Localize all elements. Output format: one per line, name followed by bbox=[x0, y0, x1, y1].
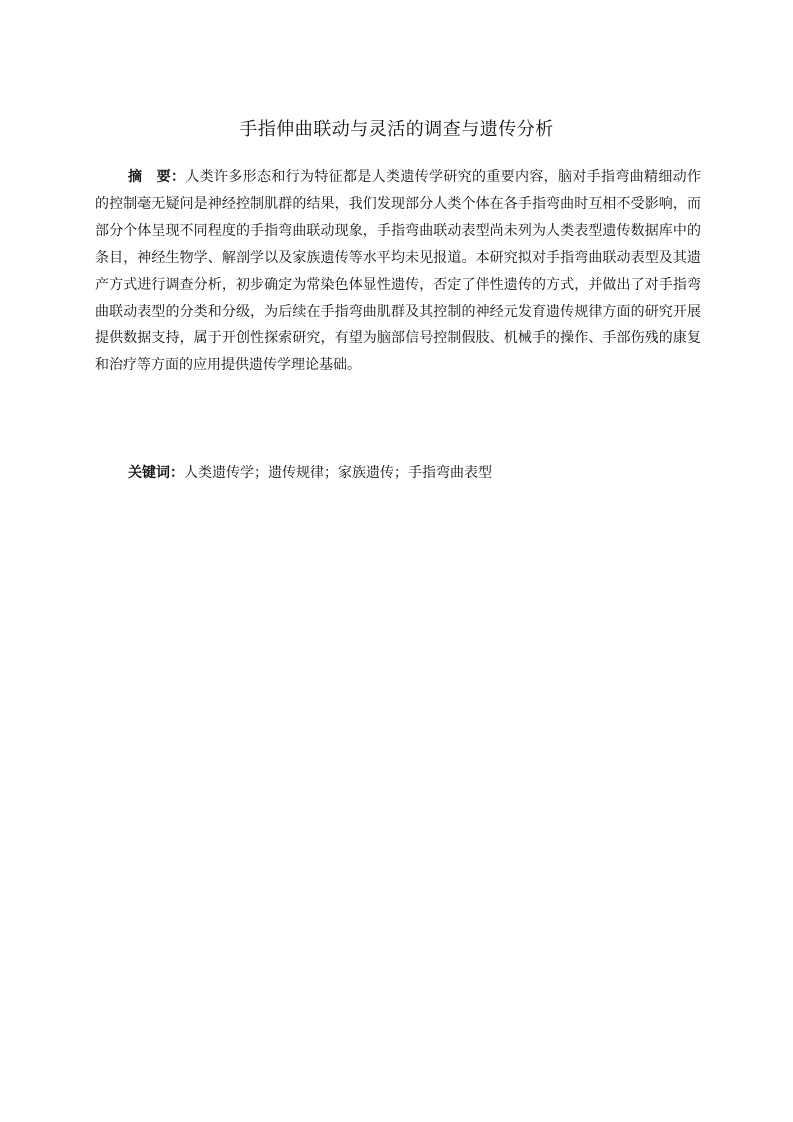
abstract-label: 摘 要： bbox=[128, 169, 186, 185]
keywords-text: 人类遗传学；遗传规律；家族遗传；手指弯曲表型 bbox=[184, 465, 492, 481]
abstract-text: 人类许多形态和行为特征都是人类遗传学研究的重要内容，脑对手指弯曲精细动作的控制毫无疑问是神经控制肌群的结果，我们发现部分人类个体在各手指弯曲时互相不受影响，而部分个体呈现不同程度的手指弯曲联动现象，手指弯曲联动表型尚未列为人类表型遗传数据库中的条目，神经生物学、解剖学以及家族遗传等水平均未见报道。本研究拟对手指弯曲联动表型及其遗产方式进行调查分析，初步确定为常染色体显性遗传，否定了伴性遗传的方式，并做出了对手指弯曲联动表型的分类和分级，为后续在手指弯曲肌群及其控制的神经元发育遗传规律方面的研究开展提供数据支持，属于开创性探索研究，有望为脑部信号控制假肢、机械手的操作、手部伤残的康复和治疗等方面的应用提供遗传学理论基础。 bbox=[95, 169, 702, 374]
keywords-line bbox=[128, 460, 701, 486]
keywords-label: 关键词： bbox=[128, 465, 184, 481]
document-title: 手指伸曲联动与灵活的调查与遗传分析 bbox=[239, 119, 554, 140]
abstract-paragraph bbox=[95, 164, 701, 379]
